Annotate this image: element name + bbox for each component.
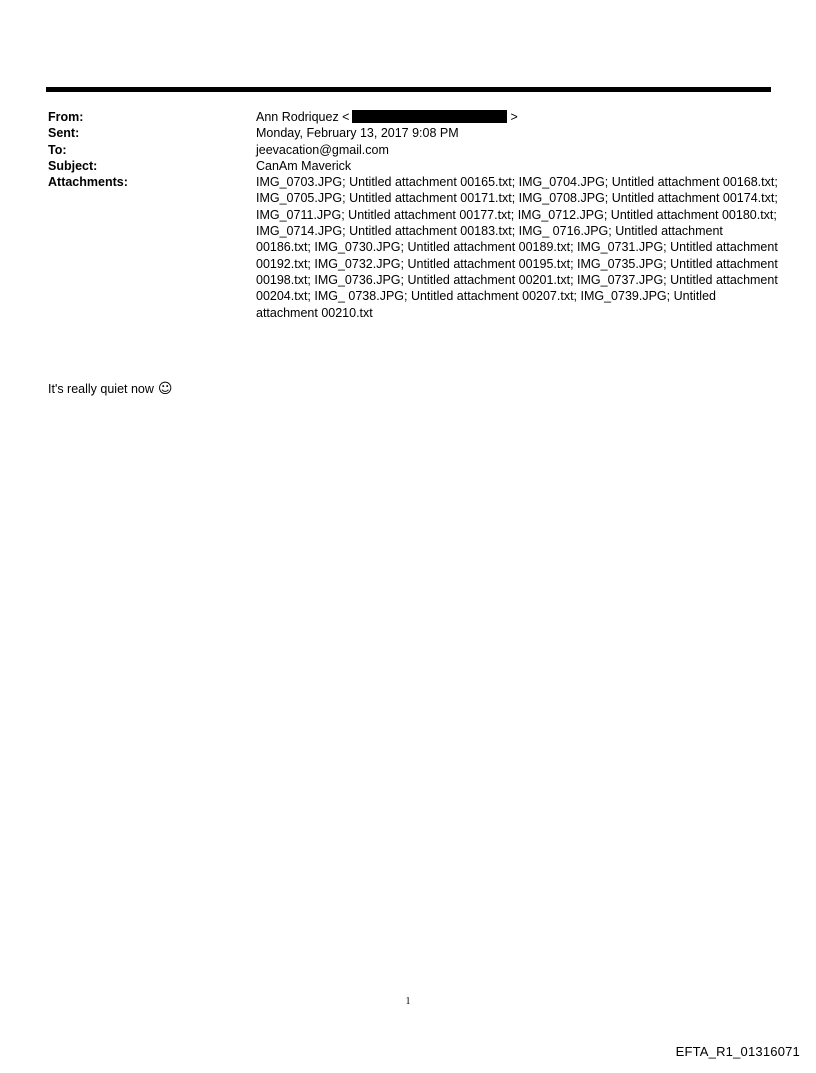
subject-label: Subject: (48, 158, 98, 173)
from-label: From: (48, 110, 84, 124)
subject-value: CanAm Maverick (256, 158, 352, 173)
sent-row (48, 125, 778, 141)
from-email-close: > (510, 110, 518, 124)
attachments-value: IMG_0703.JPG; Untitled attachment 00165.txt; IMG_0704.JPG; Untitled attachment 00168.txt; IMG_0705.JPG; Untitled attachment 00171.txt; IMG_0708.JPG; Untitled attachment 00174.txt; IMG_0711.JPG; Untitled attachment 00177.txt; IMG_0712.JPG; Untitled attachment 00180.txt; IMG_0714.JPG; Untitled attachment 00183.txt; IMG_ 0716.JPG; Untitled attachment 00186.txt; IMG_0730.JPG; Untitled attachment 00189.txt; IMG_0731.JPG; Untitled attachment 00192.txt; IMG_0732.JPG; Untitled attachment 00195.txt; IMG_0735.JPG; Untitled attachment 00198.txt; IMG_0736.JPG; Untitled attachment 00201.txt; IMG_0737.JPG; Untitled attachment 00204.txt; IMG_ 0738.JPG; Untitled attachment 00207.txt; IMG_0739.JPG; Untitled attachment 00210.txt (256, 175, 778, 320)
from-name: Ann Rodriquez < (256, 110, 350, 124)
attachments-label: Attachments: (48, 175, 128, 190)
attachments-row (48, 174, 778, 321)
email-body (48, 381, 173, 397)
email-header (48, 109, 778, 321)
sent-value: Monday, February 13, 2017 9:08 PM (256, 126, 459, 141)
from-value (256, 109, 778, 125)
redaction-box (352, 110, 507, 123)
subject-row (48, 158, 778, 174)
smiley-icon: ☺ (157, 381, 173, 397)
from-row (48, 109, 778, 125)
body-message: It's really quiet now (48, 382, 154, 396)
sent-label: Sent: (48, 126, 80, 141)
bates-number: EFTA_R1_01316071 (675, 1044, 800, 1059)
to-value: jeevacation@gmail.com (256, 142, 389, 157)
to-label: To: (48, 142, 67, 157)
page-number: 1 (405, 996, 411, 1007)
to-row (48, 142, 778, 158)
header-divider (46, 87, 771, 92)
